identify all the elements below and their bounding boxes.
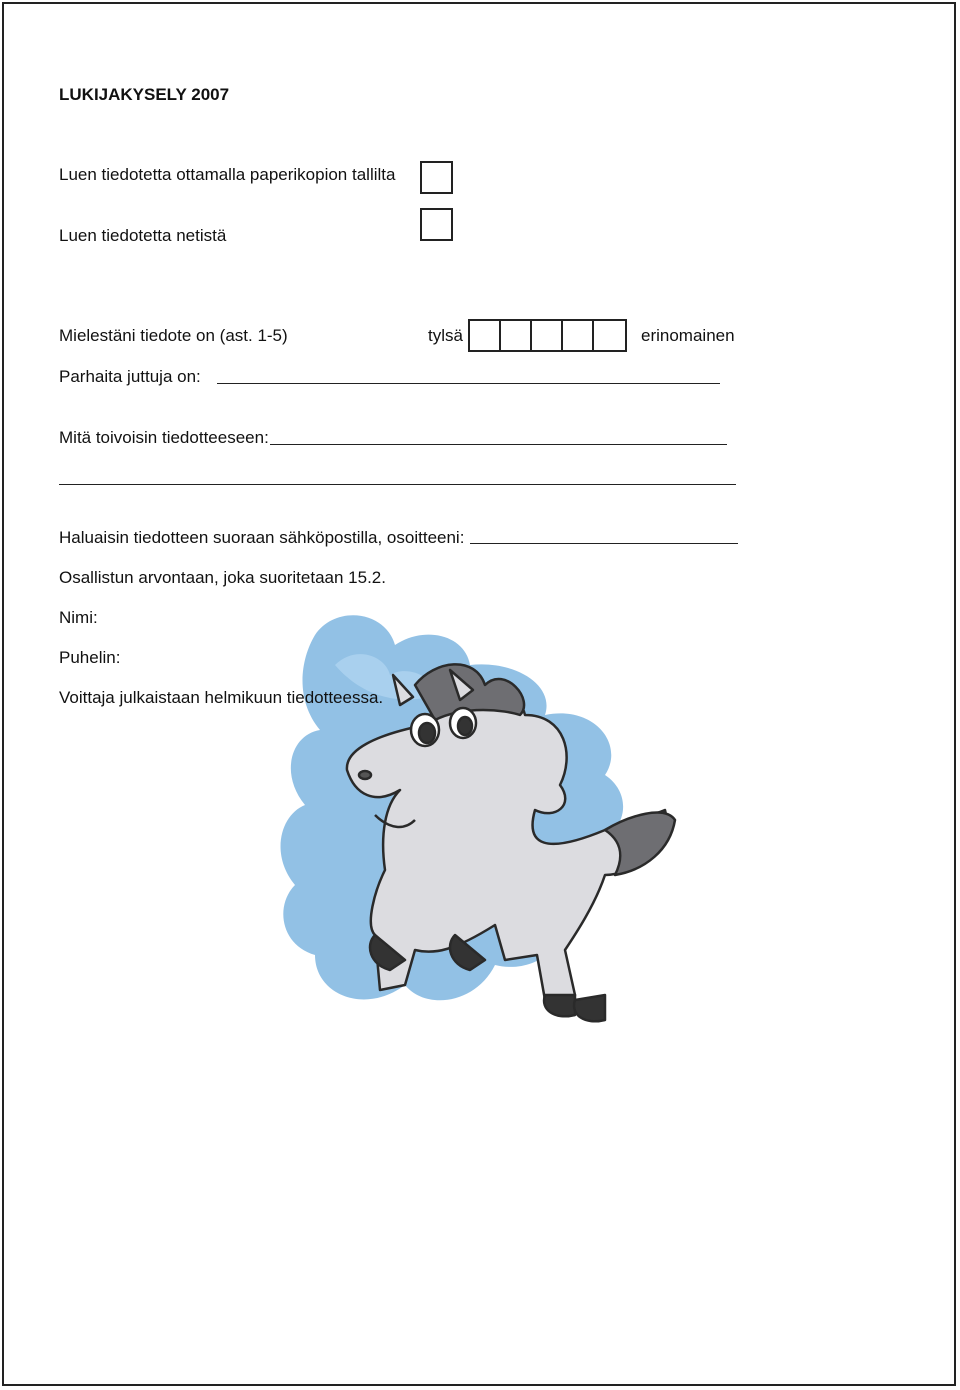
question-paper-copy: Luen tiedotetta ottamalla paperikopion tallilta (59, 165, 396, 184)
question-web: Luen tiedotetta netistä (59, 226, 227, 245)
wishes-field[interactable] (270, 444, 727, 445)
checkbox-paper-copy[interactable] (420, 161, 453, 194)
best-stories-label: Parhaita juttuja on: (59, 367, 201, 386)
rating-high-label: erinomainen (641, 326, 735, 345)
phone-label: Puhelin: (59, 648, 121, 667)
rating-box-3[interactable] (532, 321, 563, 350)
rating-box-4[interactable] (563, 321, 594, 350)
horse-illustration (275, 605, 685, 1050)
rating-box-5[interactable] (594, 321, 625, 350)
wishes-label: Mitä toivoisin tiedotteeseen: (59, 428, 269, 447)
rating-label: Mielestäni tiedote on (ast. 1-5) (59, 326, 288, 345)
rating-scale (468, 319, 627, 352)
wishes-field-line-2[interactable] (59, 484, 736, 485)
email-field[interactable] (470, 543, 738, 544)
form-title: LUKIJAKYSELY 2007 (59, 85, 230, 104)
rating-box-1[interactable] (470, 321, 501, 350)
winner-note: Voittaja julkaistaan helmikuun tiedotteessa. (59, 688, 384, 707)
lottery-label: Osallistun arvontaan, joka suoritetaan 15.2. (59, 568, 386, 587)
name-label: Nimi: (59, 608, 98, 627)
checkbox-web[interactable] (420, 208, 453, 241)
rating-box-2[interactable] (501, 321, 532, 350)
rating-low-label: tylsä (428, 326, 463, 345)
email-label: Haluaisin tiedotteen suoraan sähköpostilla, osoitteeni: (59, 528, 465, 547)
best-stories-field[interactable] (217, 383, 720, 384)
